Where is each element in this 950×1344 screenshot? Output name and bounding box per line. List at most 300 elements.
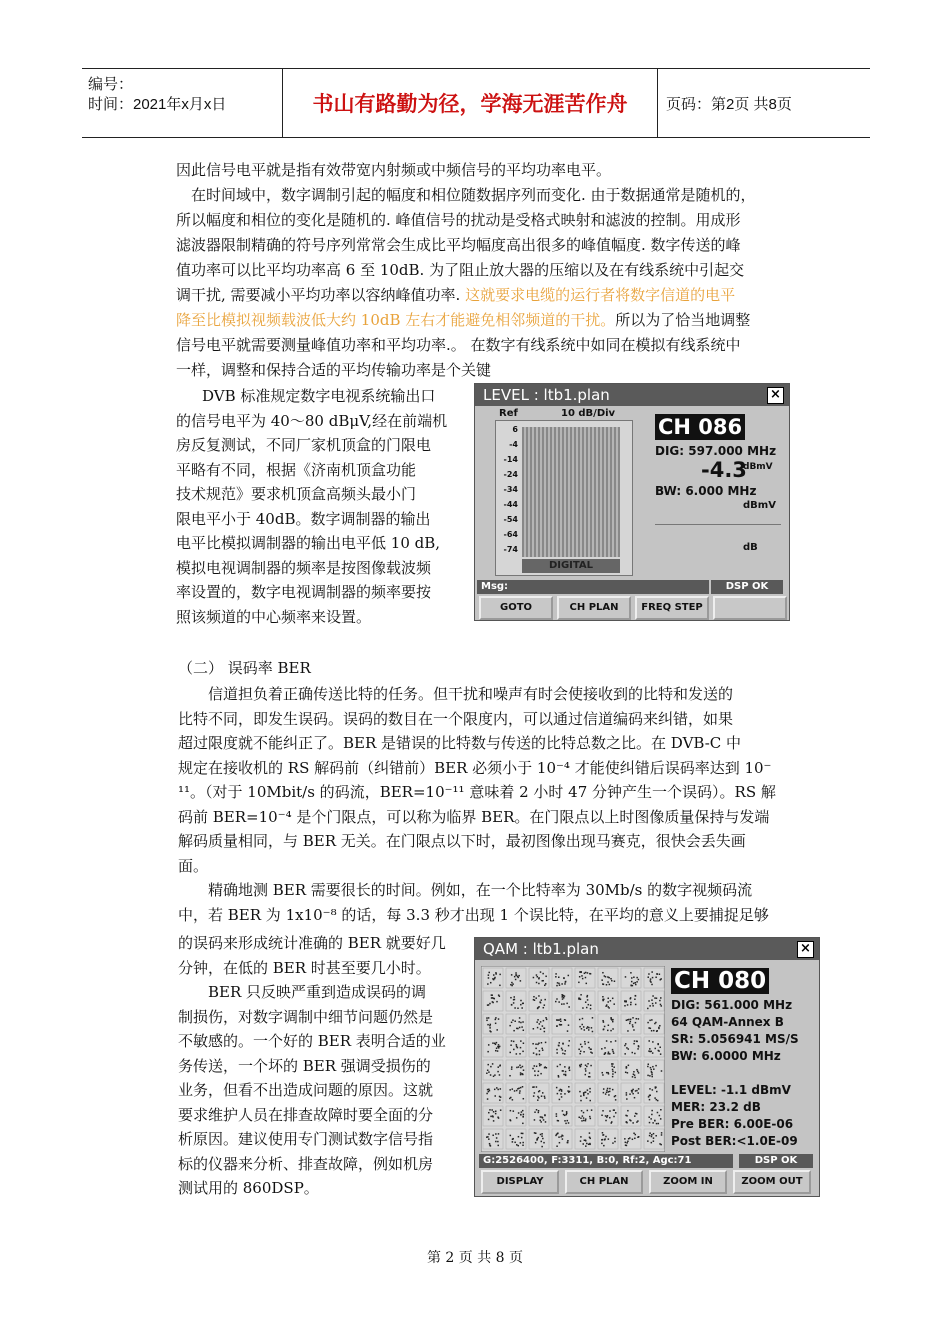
constellation-point [625, 1043, 627, 1045]
constellation-point [500, 1088, 502, 1090]
constellation-point [533, 996, 535, 998]
constellation-point [512, 1099, 514, 1101]
constellation-point [649, 1088, 651, 1090]
text-line: 信道担负着正确传送比特的任务。但干扰和噪声有时会使接收到的比特和发送的 [178, 685, 734, 703]
text-line: 测试用的 860DSP。 [178, 1179, 319, 1197]
constellation-point [556, 1134, 558, 1136]
constellation-point [495, 1044, 497, 1046]
constellation-point [487, 1064, 489, 1066]
constellation-point [585, 1120, 587, 1122]
constellation-point [648, 1050, 650, 1052]
constellation-point [585, 1068, 587, 1070]
constellation-point [580, 1095, 582, 1097]
constellation-point [660, 1053, 662, 1055]
constellation-point [562, 1053, 564, 1055]
constellation-point [564, 1093, 566, 1095]
constellation-point [523, 1042, 525, 1044]
constellation-point [567, 1090, 569, 1092]
constellation-point [615, 1099, 617, 1101]
constellation-point [612, 1071, 614, 1073]
constellation-point [489, 1003, 491, 1005]
constellation-point [540, 1121, 542, 1123]
constellation-point [535, 1048, 537, 1050]
constellation-point [490, 1074, 492, 1076]
constellation-point [541, 1135, 543, 1137]
constellation-point [583, 1093, 585, 1095]
constellation-point [557, 982, 559, 984]
constellation-point [520, 1040, 522, 1042]
constellation-point [649, 1099, 651, 1101]
constellation-point [542, 1138, 544, 1140]
close-icon[interactable]: × [797, 941, 814, 958]
constellation-point [628, 1065, 630, 1067]
constellation-point [559, 1099, 561, 1101]
constellation-point [585, 1091, 587, 1093]
constellation-point [656, 1099, 658, 1101]
constellation-point [634, 998, 636, 1000]
blank-button[interactable] [713, 596, 787, 620]
header-meta [82, 69, 283, 137]
constellation-point [487, 1089, 489, 1091]
number-label: 编号： [88, 76, 134, 93]
constellation-point [569, 1040, 571, 1042]
constellation-point [631, 981, 633, 983]
constellation-point [555, 973, 557, 975]
constellation-point [591, 1027, 593, 1029]
constellation-point [579, 998, 581, 999]
constellation-point [519, 1090, 521, 1092]
constellation-point [518, 1145, 520, 1147]
constellation-point [511, 982, 512, 984]
constellation-point [613, 1003, 615, 1005]
constellation-point [544, 985, 546, 987]
text-line: 模拟电视调制器的频率是按图像载波频 [176, 558, 432, 577]
constellation-point [509, 1089, 511, 1091]
channel-readout: CH 080 [671, 968, 769, 994]
constellation-point [624, 1001, 626, 1003]
constellation-point [630, 1019, 632, 1021]
text-span: 所以幅度和相位的变化是随机的. 峰值信号的扰动是受格式映射和滤波的控制。用成形 [176, 211, 741, 229]
constellation-point [518, 1136, 520, 1138]
constellation-point [510, 1110, 512, 1112]
unit-dbmv: dBmV [743, 500, 776, 511]
ch-plan-button[interactable]: CH PLAN [565, 1170, 643, 1194]
display-button[interactable]: DISPLAY [481, 1170, 559, 1194]
constellation-point [540, 1064, 542, 1066]
constellation-point [562, 1135, 564, 1137]
constellation-point [536, 974, 538, 976]
tick-label: -34 [503, 485, 518, 494]
constellation-point [539, 1054, 541, 1056]
constellation-point [557, 1066, 559, 1068]
constellation-point [558, 1019, 560, 1021]
constellation-point [538, 995, 540, 997]
constellation-point [558, 1076, 560, 1078]
constellation-point [496, 1087, 498, 1089]
constellation-point [538, 1006, 540, 1008]
constellation-point [545, 983, 547, 985]
constellation-point [649, 1075, 651, 1077]
constellation-point [488, 974, 490, 976]
text-line [176, 158, 611, 183]
constellation-point [486, 1073, 488, 1075]
freq-step-button[interactable]: FREQ STEP [635, 596, 709, 620]
constellation-point [497, 1141, 499, 1143]
constellation-point [581, 1120, 583, 1122]
constellation-point [630, 1002, 632, 1004]
constellation-point [513, 1041, 515, 1043]
constellation-point [630, 998, 632, 1000]
tick-label: 6 [512, 425, 518, 434]
constellation-point [542, 1025, 544, 1027]
constellation-point [521, 1026, 523, 1028]
constellation-point [603, 1134, 605, 1136]
constellation-point [582, 1018, 584, 1020]
constellation-point [634, 1138, 636, 1140]
constellation-point [613, 1066, 615, 1068]
constellation-point [607, 1115, 609, 1117]
constellation-point [518, 1021, 520, 1023]
constellation-point [541, 999, 543, 1001]
constellation-point [537, 1008, 539, 1010]
constellation-point [660, 1118, 662, 1120]
constellation-point [487, 1051, 489, 1053]
constellation-point [486, 1020, 488, 1022]
constellation-point [659, 1047, 661, 1049]
constellation-point [608, 1024, 610, 1026]
text-line: ¹¹。（对于 10Mbit/s 的码流，BER=10⁻¹¹ 意味着 2 小时 47 分钟产生一个误码）。RS 解 [178, 783, 776, 801]
constellation-point [496, 1029, 498, 1031]
constellation-point [602, 1000, 604, 1002]
constellation-point [634, 1040, 636, 1042]
constellation-point [606, 1040, 608, 1042]
constellation-point [606, 1092, 608, 1094]
constellation-point [539, 1050, 541, 1052]
constellation-point [516, 1117, 518, 1119]
constellation-point [564, 1120, 566, 1122]
constellation-point [650, 978, 652, 980]
text-line: 解码质量相同，与 BER 无关。在门限点以下时，最初图像出现马赛克，很快会丢失画 [178, 832, 746, 850]
constellation-point [522, 1086, 524, 1088]
constellation-point [561, 1024, 563, 1026]
constellation-point [660, 997, 662, 999]
constellation-point [649, 1048, 651, 1050]
constellation-point [615, 1095, 617, 1097]
text-line: 电平比模拟调制器的输出电平低 10 dB, [176, 534, 441, 552]
constellation-point [655, 1087, 657, 1089]
constellation-point [602, 1110, 604, 1112]
constellation-point [650, 1067, 652, 1069]
constellation-point [631, 977, 633, 979]
text-line: 业务，但看不出造成问题的原因。这就 [178, 1081, 434, 1099]
constellation-point [626, 1122, 628, 1124]
constellation-point [499, 974, 501, 976]
constellation-point [628, 1048, 630, 1050]
constellation-point [603, 1092, 605, 1094]
constellation-point [512, 1019, 514, 1021]
constellation-point [615, 1040, 617, 1042]
constellation-point [542, 973, 544, 975]
constellation-point [488, 1133, 490, 1135]
text-line: 平略有不同，根据《济南机顶盒功能 [176, 460, 417, 479]
constellation-point [509, 1075, 511, 1077]
constellation-point [648, 973, 650, 975]
constellation-point [582, 978, 584, 980]
text-line [176, 308, 750, 333]
constellation-point [538, 983, 540, 985]
constellation-point [519, 1065, 521, 1067]
constellation-point [539, 1063, 541, 1065]
text-line [176, 283, 735, 308]
constellation-point [580, 1136, 582, 1138]
constellation-point [497, 1089, 499, 1091]
ch-plan-button[interactable]: CH PLAN [557, 596, 631, 620]
constellation-point [603, 1145, 605, 1147]
constellation-point [565, 981, 567, 983]
constellation-point [638, 1046, 640, 1048]
constellation-point [579, 1019, 581, 1021]
constellation-point [588, 1027, 590, 1029]
zoom-in-button[interactable]: ZOOM IN [649, 1170, 727, 1194]
constellation-point [545, 1121, 547, 1123]
close-icon[interactable]: × [767, 387, 784, 404]
constellation-point [489, 1143, 491, 1145]
constellation-point [492, 1116, 494, 1118]
constellation-point [610, 1122, 612, 1124]
constellation-background [481, 966, 665, 1152]
constellation-point [556, 1145, 558, 1147]
constellation-point [604, 1053, 606, 1055]
constellation-point [589, 973, 591, 975]
constellation-point [659, 1025, 661, 1027]
constellation-point [558, 977, 560, 979]
constellation-point [490, 1116, 492, 1118]
constellation-point [496, 1001, 498, 1003]
constellation-point [603, 1088, 605, 1090]
constellation-point [647, 1008, 649, 1010]
constellation-point [580, 1117, 582, 1119]
constellation-point [520, 1004, 522, 1006]
constellation-point [540, 971, 542, 973]
constellation-point [499, 1074, 501, 1076]
constellation-point [559, 1064, 561, 1066]
constellation-point [652, 1041, 654, 1043]
constellation-point [581, 1046, 583, 1048]
constellation-point [585, 1145, 587, 1147]
constellation-point [540, 1116, 542, 1118]
dsp-status: DSP OK [711, 580, 783, 594]
constellation-point [495, 1050, 497, 1052]
constellation-point [489, 1090, 491, 1092]
qam-title: QAM : ltb1.plan [475, 938, 819, 960]
constellation-point [605, 1115, 607, 1117]
constellation-point [629, 1093, 631, 1095]
constellation-point [651, 1019, 653, 1021]
constellation-point [494, 978, 496, 980]
constellation-point [520, 1087, 522, 1089]
constellation-point [649, 1122, 651, 1124]
constellation-point [661, 1132, 663, 1134]
text-line [176, 183, 756, 208]
constellation-point [613, 1109, 615, 1111]
constellation-point [637, 1120, 639, 1122]
constellation-point [592, 1031, 594, 1033]
constellation-point [564, 1066, 566, 1068]
bw-readout: BW: 6.000 MHz [655, 484, 757, 498]
constellation-point [653, 1068, 655, 1070]
constellation-point [488, 1017, 490, 1019]
text-line: 码前 BER=10⁻⁴ 是个门限点，可以称为临界 BER。在门限点以上时图像质量保持与发端 [178, 807, 770, 826]
constellation-point [586, 1028, 588, 1030]
constellation-point [500, 1109, 502, 1111]
constellation-point [653, 1030, 655, 1032]
level-readout: LEVEL: -1.1 dBmV [671, 1083, 791, 1097]
constellation-point [563, 1074, 565, 1076]
constellation-point [660, 1004, 662, 1006]
constellation-point [487, 1098, 489, 1100]
constellation-point [588, 1076, 590, 1078]
constellation-point [559, 1142, 561, 1144]
constellation-point [583, 1095, 585, 1097]
constellation-point [632, 1139, 634, 1141]
constellation-point [589, 1137, 591, 1139]
constellation-point [655, 977, 657, 979]
constellation-point [613, 1116, 615, 1118]
constellation-point [624, 1138, 626, 1140]
text-line: 析原因。建议使用专门测试数字信号指 [178, 1130, 434, 1148]
constellation-point [492, 978, 494, 980]
constellation-point [493, 1120, 495, 1122]
constellation-point [626, 1092, 628, 1094]
constellation-point [512, 983, 514, 985]
constellation-point [589, 1072, 591, 1074]
constellation-point [509, 1025, 511, 1027]
text-span: 值功率可以比平均功率高 6 至 10dB. 为了阻止放大器的压缩以及在有线系统中引起交 [176, 261, 745, 279]
constellation-point [536, 1086, 538, 1088]
constellation-point [610, 1030, 612, 1032]
constellation-point [635, 1004, 637, 1006]
constellation-point [638, 1088, 640, 1090]
constellation-point [533, 999, 535, 1001]
highlighted-text: 降至比模拟视频载波低大约 10dB 左右才能避免相邻频道的干扰。 [176, 311, 616, 329]
constellation-point [637, 1071, 639, 1073]
constellation-point [538, 1071, 540, 1073]
constellation-point [540, 1021, 542, 1023]
constellation-point [567, 1140, 569, 1142]
constellation-point [492, 1063, 494, 1065]
constellation-point [564, 983, 566, 985]
text-line: 务传送，一个坏的 BER 强调受损伤的 [178, 1056, 431, 1075]
constellation-point [536, 1109, 538, 1111]
level-unit: dBmV [743, 462, 773, 472]
constellation-point [590, 1008, 592, 1010]
goto-button[interactable]: GOTO [479, 596, 553, 620]
constellation-point [579, 976, 581, 978]
constellation-point [520, 1067, 522, 1069]
constellation-point [601, 1115, 603, 1117]
constellation-point [658, 1027, 660, 1029]
constellation-point [625, 1142, 627, 1144]
constellation-point [583, 1120, 585, 1122]
constellation-point [565, 1123, 567, 1125]
tick-label: -24 [503, 470, 518, 479]
text-line: 照该频道的中心频率来设置。 [176, 607, 372, 626]
constellation-point [533, 1028, 535, 1030]
constellation-point [556, 1019, 558, 1021]
constellation-point [656, 1091, 658, 1093]
constellation-point [588, 1029, 590, 1031]
constellation-point [633, 976, 635, 978]
constellation-point [516, 1144, 518, 1146]
constellation-point [496, 1042, 498, 1044]
div-label: 10 dB/Div [561, 408, 616, 419]
constellation-point [538, 1110, 540, 1112]
constellation-point [604, 1139, 606, 1141]
constellation-point [532, 1043, 534, 1045]
constellation-point [544, 1114, 546, 1116]
constellation-point [651, 1114, 653, 1116]
constellation-point [544, 999, 546, 1001]
constellation-point [615, 1072, 617, 1074]
constellation-point [499, 1096, 501, 1098]
constellation-point [543, 1142, 545, 1144]
constellation-point [494, 1074, 496, 1076]
constellation-point [557, 1093, 559, 1095]
constellation-point [659, 973, 661, 975]
qam-screen [474, 937, 820, 1197]
constellation-point [607, 981, 609, 983]
constellation-point [493, 974, 495, 976]
constellation-point [581, 975, 583, 977]
constellation-point [493, 1111, 495, 1113]
text-line: 分钟，在低的 BER 时甚至要几小时。 [178, 958, 431, 977]
constellation-point [512, 1088, 514, 1090]
constellation-point [584, 973, 586, 975]
constellation-point [520, 1072, 522, 1074]
constellation-point [562, 1138, 564, 1140]
sr-readout: SR: 5.056941 MS/S [671, 1032, 799, 1046]
constellation-point [626, 1094, 628, 1096]
constellation-point [541, 1048, 543, 1050]
motto: 书山有路勤为径，学海无涯苦作舟 [283, 69, 658, 137]
constellation-point [634, 1097, 636, 1099]
constellation-point [583, 1026, 585, 1028]
text-span: 滤波器限制精确的符号序列常常会生成比平均幅度高出很多的峰值幅度. 数字传送的峰 [176, 236, 741, 254]
constellation-point [523, 1098, 525, 1100]
constellation-point [521, 1137, 523, 1139]
constellation-point [585, 977, 587, 979]
constellation-point [491, 994, 493, 996]
constellation-point [521, 1007, 523, 1009]
constellation-point [488, 1044, 490, 1046]
constellation-point [633, 983, 635, 985]
constellation-point [544, 1096, 546, 1098]
constellation-point [489, 1145, 491, 1147]
constellation-point [511, 1040, 512, 1042]
constellation-point [514, 1142, 516, 1144]
constellation-point [601, 1143, 603, 1145]
zoom-out-button[interactable]: ZOOM OUT [733, 1170, 811, 1194]
constellation-point [536, 1139, 538, 1141]
constellation-point [495, 973, 497, 975]
constellation-point [632, 1093, 634, 1095]
constellation-point [584, 1041, 586, 1043]
text-line: 中，若 BER 为 1x10⁻⁸ 的话，每 3.3 秒才出现 1 个误比特，在平均的意义上要捕捉足够 [178, 905, 769, 924]
constellation-point [565, 1050, 567, 1052]
constellation-point [651, 999, 653, 1001]
constellation-point [544, 1067, 545, 1069]
constellation-point [607, 1001, 609, 1003]
